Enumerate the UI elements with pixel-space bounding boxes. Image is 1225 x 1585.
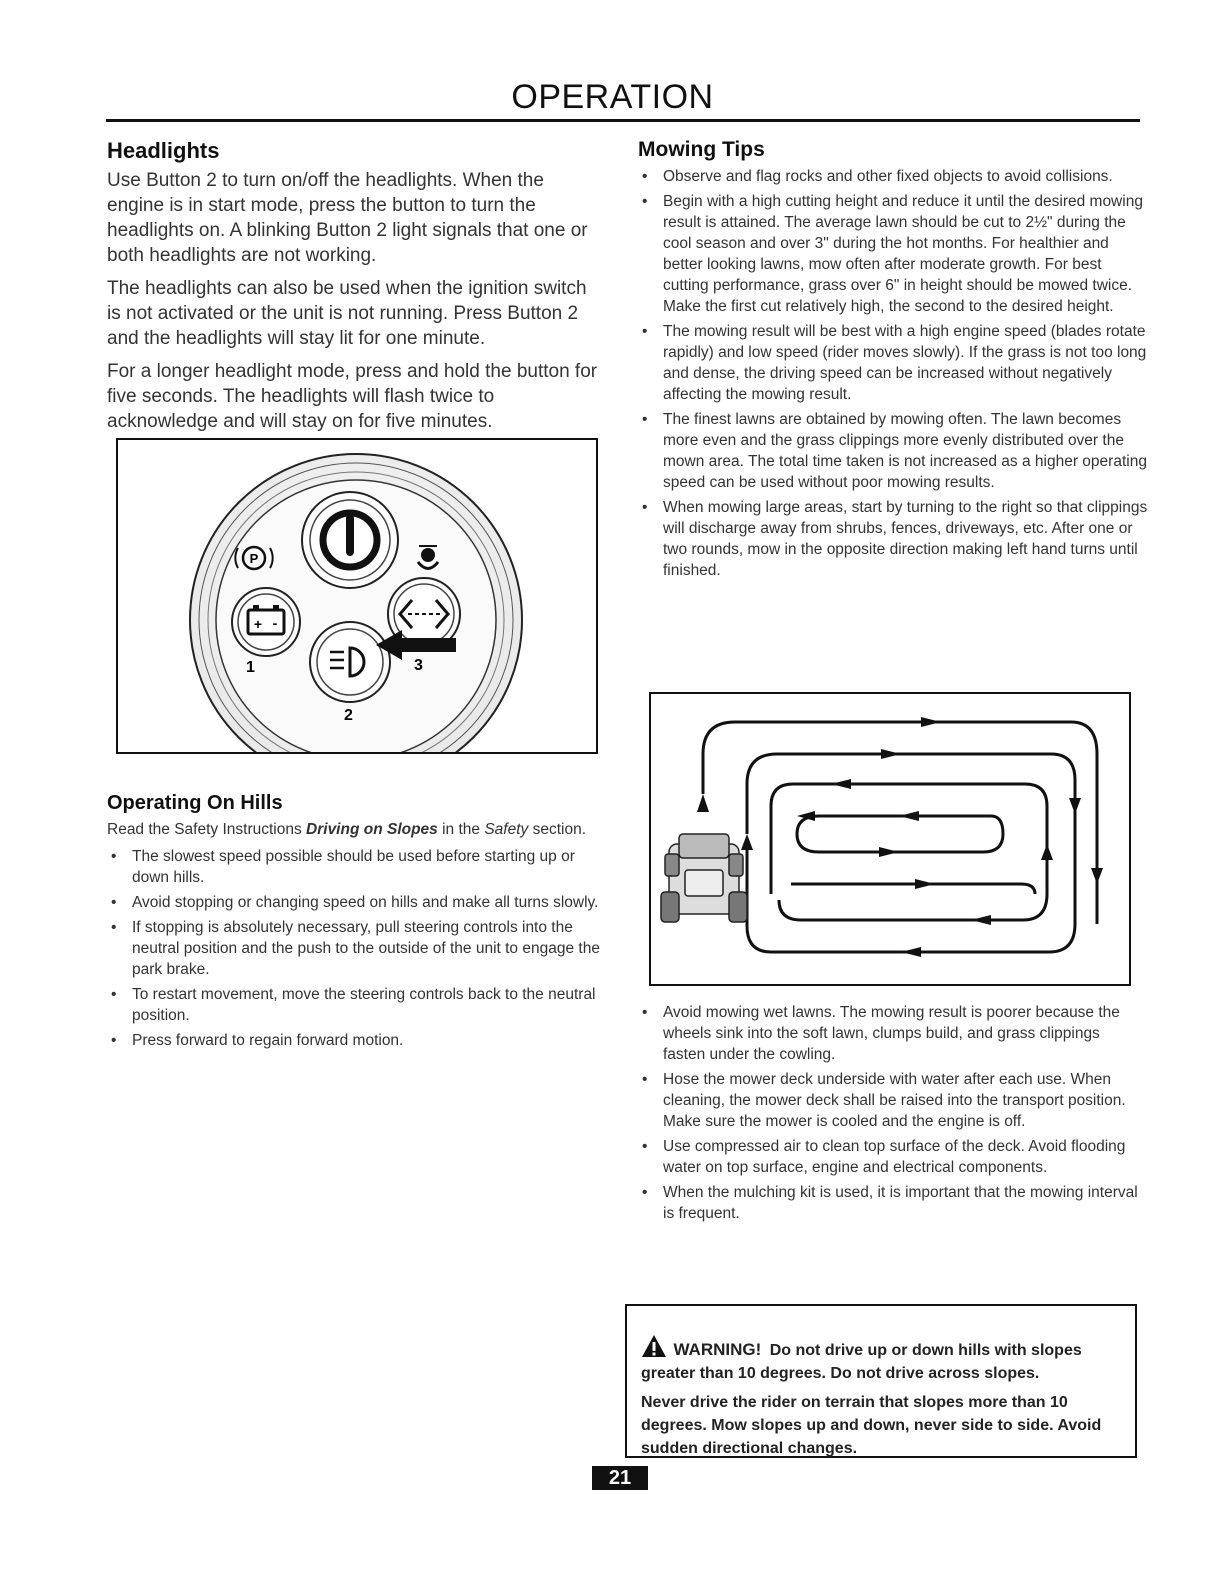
warning-triangle-icon xyxy=(641,1334,667,1358)
list-item: • Avoid mowing wet lawns. The mowing result is poorer because the wheels sink into the soft lawn, clumps build, and grass clippings fasten under the cowling. xyxy=(638,1002,1144,1065)
hills-intro xyxy=(107,819,607,840)
list-item: • The slowest speed possible should be used before starting up or down hills. xyxy=(107,846,607,888)
warning-line-2: Never drive the rider on terrain that slopes more than 10 degrees. Mow slopes up and down, never side to side. Avoid sudden directional changes. xyxy=(641,1394,1102,1457)
page-title: OPERATION xyxy=(511,78,714,116)
warning-text-1: Do not drive up or down hills with slopes greater than 10 degrees. Do not drive across slopes. xyxy=(641,1342,1082,1382)
battery-button-icon xyxy=(232,588,300,656)
list-item: • Begin with a high cutting height and reduce it until the desired mowing result is attained. The average lawn should be cut to 2½" during the cool season and over 3" during the hot months. For healthier and better looking lawns, mow often after moderate growth. For best cutting performance, grass over 6" in height should be mowed twice. Make the first cut relatively high, the second to the desired height. xyxy=(638,191,1148,317)
control-panel-figure xyxy=(116,438,598,754)
svg-text:+: + xyxy=(253,616,263,632)
mowing-section xyxy=(638,138,1148,585)
headlights-paragraph-2: The headlights can also be used when the ignition switch is not activated or the unit is not running. Press Button 2 and the headlights will stay lit for one minute. xyxy=(107,278,587,349)
title-rule xyxy=(106,119,1140,122)
headlights-paragraph-1: Use Button 2 to turn on/off the headlights. When the engine is in start mode, press the button to turn the headlights on. A blinking Button 2 light signals that one or both headlights are not working. xyxy=(107,170,588,266)
driving-on-slopes-ref: Driving on Slopes xyxy=(306,821,438,838)
list-item: • Avoid stopping or changing speed on hills and make all turns slowly. xyxy=(107,892,607,913)
list-item: • The mowing result will be best with a high engine speed (blades rotate rapidly) and low speed (rider moves slowly). If the grass is not too long and dense, the driving speed can be increased without negatively affecting the mowing result. xyxy=(638,321,1148,405)
warning-box xyxy=(625,1304,1137,1458)
list-item: • The finest lawns are obtained by mowing often. The lawn becomes more even and the grass clippings more evenly distributed over the mown area. The total time taken is not increased as a higher operating speed can be used without poor mowing results. xyxy=(638,409,1148,493)
hills-intro-text-c: section. xyxy=(528,821,587,838)
hills-intro-text-b: in the xyxy=(437,821,485,838)
mowing-bullet-list-top xyxy=(638,166,1148,581)
hills-intro-text-a: Read the Safety Instructions xyxy=(107,821,307,838)
headlights-heading: Headlights xyxy=(107,138,220,163)
svg-text:P: P xyxy=(249,551,259,566)
control-panel-illustration xyxy=(118,440,596,752)
list-item: • To restart movement, move the steering controls back to the neutral position. xyxy=(107,984,607,1026)
warning-label: WARNING! xyxy=(673,1340,762,1359)
list-item: • Press forward to regain forward motion. xyxy=(107,1030,607,1051)
mowing-bullet-list-bottom xyxy=(638,1002,1144,1224)
power-button-icon xyxy=(302,492,398,588)
hills-section xyxy=(107,792,607,1055)
warning-line-1 xyxy=(641,1334,1125,1385)
list-item: • Hose the mower deck underside with water after each use. When cleaning, the mower deck shall be raised into the transport position. Make sure the mower is cooled and the engine is off. xyxy=(638,1069,1144,1132)
left-column xyxy=(107,138,605,442)
button-label-3: 3 xyxy=(414,657,423,674)
hills-bullet-list xyxy=(107,846,607,1051)
list-item: • When the mulching kit is used, it is important that the mowing interval is frequent. xyxy=(638,1182,1144,1224)
mowing-heading: Mowing Tips xyxy=(638,138,765,161)
page-number: 21 xyxy=(592,1466,648,1490)
headlights-paragraph-3: For a longer headlight mode, press and hold the button for five seconds. The headlights will flash twice to acknowledge and will stay on for five minutes. xyxy=(107,361,598,432)
button-label-1: 1 xyxy=(246,659,255,676)
headlight-button-icon xyxy=(310,622,390,702)
button-label-2: 2 xyxy=(344,707,353,724)
mowing-pattern-figure xyxy=(649,692,1131,986)
riding-mower-icon xyxy=(661,834,747,922)
list-item: • If stopping is absolutely necessary, pull steering controls into the neutral position and the push to the outside of the unit to engage the park brake. xyxy=(107,917,607,980)
list-item: • Use compressed air to clean top surface of the deck. Avoid flooding water on top surface, engine and electrical components. xyxy=(638,1136,1144,1178)
hills-heading: Operating On Hills xyxy=(107,792,283,814)
safety-section-ref: Safety xyxy=(484,821,529,838)
svg-text:-: - xyxy=(272,615,278,631)
mowing-pattern-illustration xyxy=(651,694,1129,984)
mowing-section-continued xyxy=(638,1002,1144,1228)
list-item: • Observe and flag rocks and other fixed objects to avoid collisions. xyxy=(638,166,1148,187)
list-item: • When mowing large areas, start by turning to the right so that clippings will discharge away from shrubs, fences, driveways, etc. After one or two rounds, mow in the opposite direction making left hand turns until finished. xyxy=(638,497,1148,581)
